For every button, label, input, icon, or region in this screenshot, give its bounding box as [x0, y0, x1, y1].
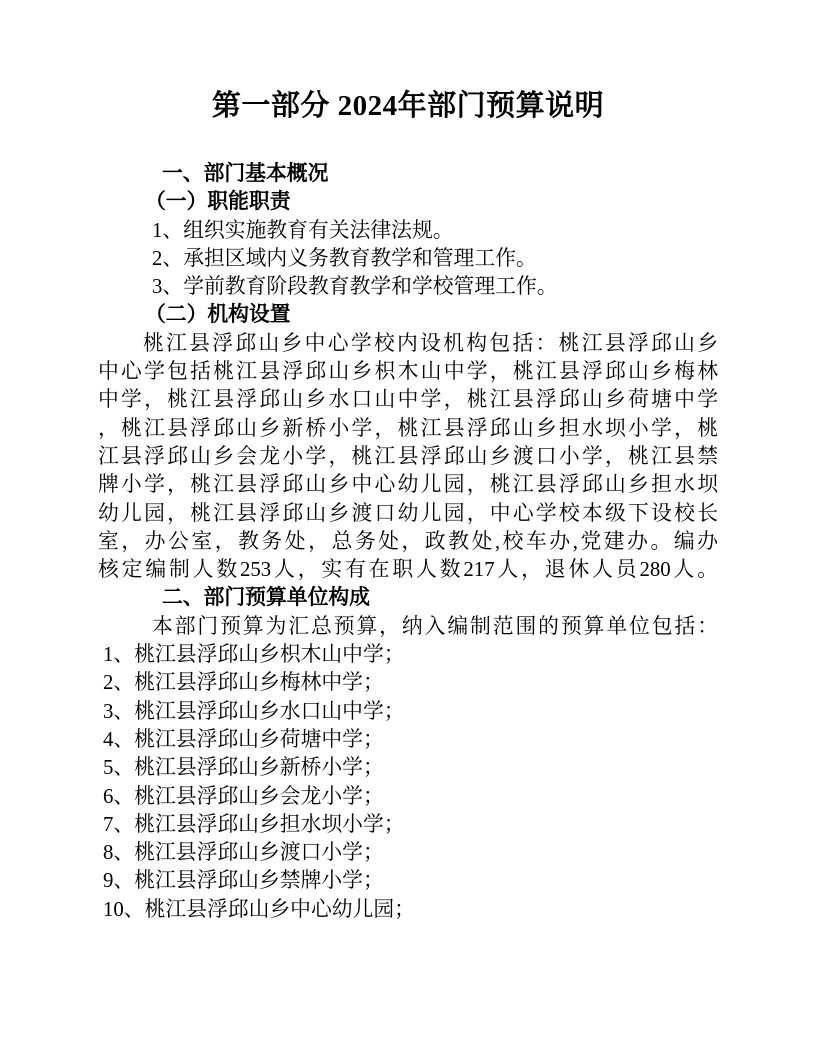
budget-unit-item-3: 3、桃江县浮邱山乡水口山中学；: [103, 699, 405, 723]
section-2-heading: 二、部门预算单位构成: [162, 586, 370, 610]
budget-units-intro: 本部门预算为汇总预算，纳入编制范围的预算单位包括：: [152, 614, 718, 638]
org-paragraph-line-7: 幼儿园，桃江县浮邱山乡渡口幼儿园，中心学校本级下设校长: [98, 501, 718, 525]
section-1-heading: 一、部门基本概况: [162, 162, 329, 185]
org-paragraph-line-8: 室，办公室，教务处，总务处，政教处,校车办,党建办。编办: [98, 529, 718, 553]
org-paragraph-line-2: 中心学包括桃江县浮邱山乡枳木山中学，桃江县浮邱山乡梅林: [98, 360, 718, 384]
org-paragraph-line-6: 牌小学，桃江县浮邱山乡中心幼儿园，桃江县浮邱山乡担水坝: [98, 473, 718, 497]
org-paragraph-line-4: ，桃江县浮邱山乡新桥小学，桃江县浮邱山乡担水坝小学，桃: [98, 416, 718, 440]
duty-item-1: 1、组织实施教育有关法律法规。: [152, 218, 454, 242]
org-paragraph-line-9: 核定编制人数253人，实有在职人数217人，退休人员280人。: [98, 558, 718, 582]
document-body: [98, 160, 718, 924]
subsection-1-2-heading: （二）机构设置: [145, 303, 291, 327]
duty-item-2: 2、承担区域内义务教育教学和管理工作。: [152, 246, 537, 270]
org-paragraph-line-1: 桃江县浮邱山乡中心学校内设机构包括：桃江县浮邱山乡: [143, 331, 718, 355]
budget-unit-item-5: 5、桃江县浮邱山乡新桥小学；: [103, 756, 384, 780]
budget-unit-item-2: 2、桃江县浮邱山乡梅林中学；: [103, 671, 384, 695]
duty-item-3: 3、学前教育阶段教育教学和学校管理工作。: [152, 275, 558, 299]
org-paragraph-line-5: 江县浮邱山乡会龙小学，桃江县浮邱山乡渡口小学，桃江县禁: [98, 444, 718, 468]
budget-unit-item-7: 7、桃江县浮邱山乡担水坝小学；: [103, 812, 405, 836]
budget-unit-item-6: 6、桃江县浮邱山乡会龙小学；: [103, 784, 384, 808]
budget-unit-item-4: 4、桃江县浮邱山乡荷塘中学；: [103, 727, 384, 751]
budget-unit-item-8: 8、桃江县浮邱山乡渡口小学；: [103, 841, 384, 865]
subsection-1-1-heading: （一）职能职责: [145, 190, 291, 214]
org-paragraph-line-3: 中学，桃江县浮邱山乡水口山中学，桃江县浮邱山乡荷塘中学: [98, 388, 718, 412]
budget-unit-item-10: 10、桃江县浮邱山乡中心幼儿园；: [103, 897, 415, 921]
budget-unit-item-1: 1、桃江县浮邱山乡枳木山中学；: [103, 643, 405, 667]
document-title: 第一部分 2024年部门预算说明: [211, 90, 605, 122]
budget-unit-item-9: 9、桃江县浮邱山乡禁牌小学；: [103, 869, 384, 893]
